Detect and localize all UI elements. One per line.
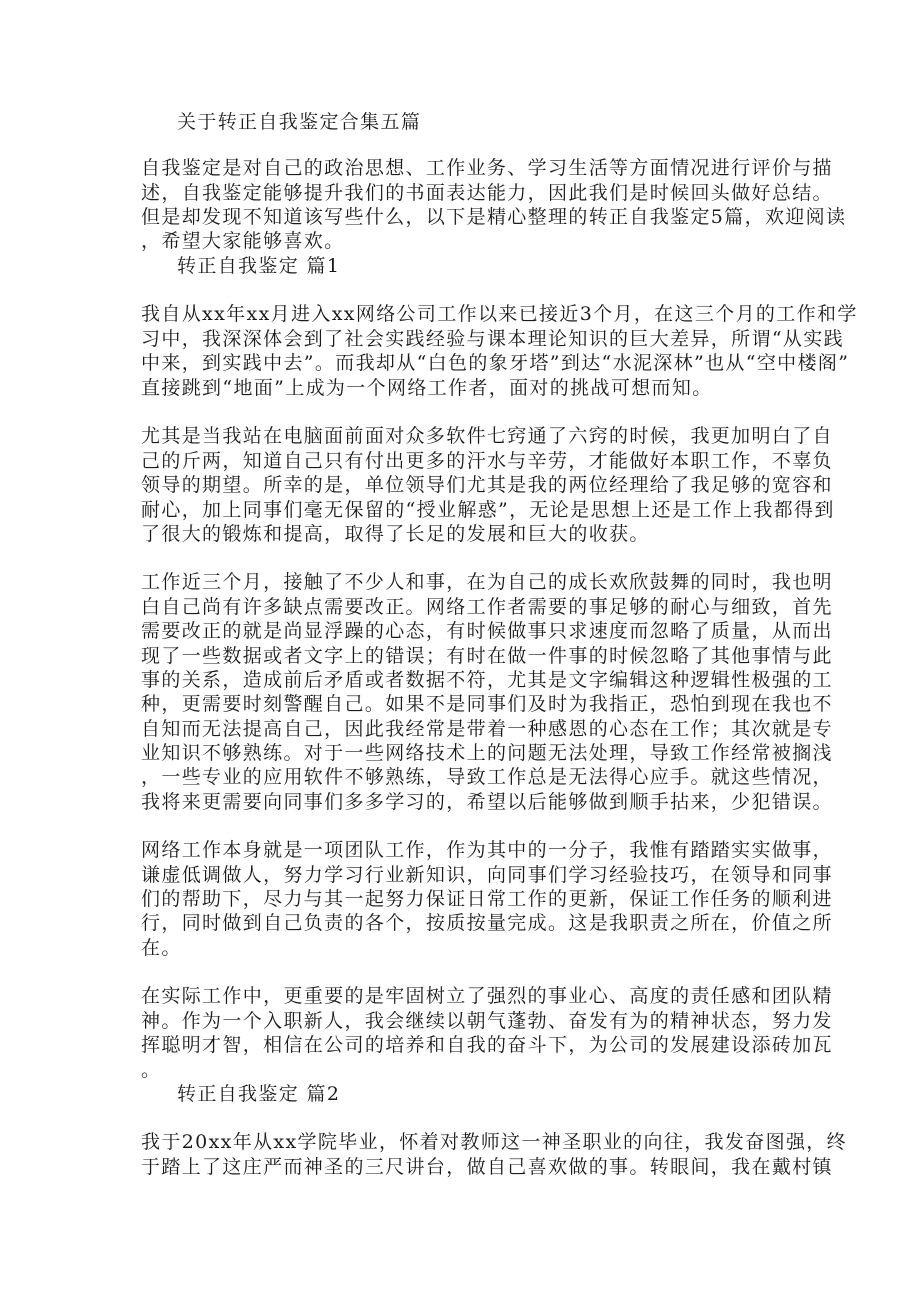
paragraph-line: 领导的期望。所幸的是，单位领导们尤其是我的两位经理给了我足够的宽容和 <box>141 474 833 496</box>
paragraph-line: 尤其是当我站在电脑面前面对众多软件七窍通了六窍的时候，我更加明白了自 <box>141 425 833 447</box>
paragraph-line: 于踏上了这庄严而神圣的三尺讲台，做自己喜欢做的事。转眼间，我在戴村镇 <box>141 1156 833 1178</box>
paragraph-line: 。 <box>141 1059 162 1081</box>
document-title: 关于转正自我鉴定合集五篇 <box>177 111 422 133</box>
paragraph-line: 挥聪明才智，相信在公司的培养和自我的奋斗下，为公司的发展建设添砖加瓦 <box>141 1034 833 1056</box>
paragraph-line: 白自己尚有许多缺点需要改正。网络工作者需要的事足够的耐心与细致，首先 <box>141 596 833 618</box>
paragraph-line: 习中，我深深体会到了社会实践经验与课本理论知识的巨大差异，所谓“从实践 <box>141 328 844 350</box>
paragraph-line: 事的关系，造成前后矛盾或者数据不符，尤其是文字编辑这种逻辑性极强的工 <box>141 669 833 691</box>
paragraph-line: 工作近三个月，接触了不少人和事，在为自己的成长欢欣鼓舞的同时，我也明 <box>141 571 833 593</box>
paragraph-line: 网络工作本身就是一项团队工作，作为其中的一分子，我惟有踏踏实实做事， <box>141 839 833 861</box>
paragraph-line: 己的斤两，知道自己只有付出更多的汗水与辛劳，才能做好本职工作，不辜负 <box>141 450 833 472</box>
paragraph-line: 自我鉴定是对自己的政治思想、工作业务、学习生活等方面情况进行评价与描 <box>141 157 833 179</box>
section-heading: 转正自我鉴定 篇1 <box>177 255 341 277</box>
paragraph-line: 我自从xx年xx月进入xx网络公司工作以来已接近3个月，在这三个月的工作和学 <box>141 303 858 325</box>
paragraph-line: 了很大的锻炼和提高，取得了长足的发展和巨大的收获。 <box>141 523 650 545</box>
paragraph-line: 但是却发现不知道该写些什么，以下是精心整理的转正自我鉴定5篇，欢迎阅读 <box>141 206 847 228</box>
paragraph-line: 神。作为一个入职新人，我会继续以朝气蓬勃、奋发有为的精神状态，努力发 <box>141 1010 833 1032</box>
paragraph-line: 直接跳到“地面”上成为一个网络工作者，面对的挑战可想而知。 <box>141 377 713 399</box>
paragraph-line: 在实际工作中，更重要的是牢固树立了强烈的事业心、高度的责任感和团队精 <box>141 985 833 1007</box>
paragraph-line: 们的帮助下，尽力与其一起努力保证日常工作的更新，保证工作任务的顺利进 <box>141 888 833 910</box>
paragraph-line: 自知而无法提高自己，因此我经常是带着一种感恩的心态在工作；其次就是专 <box>141 718 833 740</box>
paragraph-line: 行，同时做到自己负责的各个，按质按量完成。这是我职责之所在，价值之所 <box>141 912 833 934</box>
paragraph-line: 在。 <box>141 937 182 959</box>
section-heading: 转正自我鉴定 篇2 <box>177 1083 341 1105</box>
paragraph-line: 中来，到实践中去”。而我却从“白色的象牙塔”到达“水泥深林”也从“空中楼阁” <box>141 352 850 374</box>
paragraph-line: 需要改正的就是尚显浮躁的心态，有时候做事只求速度而忽略了质量，从而出 <box>141 620 833 642</box>
paragraph-line: 我将来更需要向同事们多多学习的，希望以后能够做到顺手拈来，少犯错误。 <box>141 791 833 813</box>
paragraph-line: 谦虚低调做人，努力学习行业新知识，向同事们学习经验技巧，在领导和同事 <box>141 864 833 886</box>
paragraph-line: 耐心，加上同事们毫无保留的“授业解惑”，无论是思想上还是工作上我都得到 <box>141 499 835 521</box>
paragraph-line: 种，更需要时刻警醒自己。如果不是同事们及时为我指正，恐怕到现在我也不 <box>141 693 833 715</box>
paragraph-line: 述，自我鉴定能够提升我们的书面表达能力，因此我们是时候回头做好总结。 <box>141 182 833 204</box>
paragraph-line: 我于20xx年从xx学院毕业，怀着对教师这一神圣职业的向往，我发奋图强，终 <box>141 1131 847 1153</box>
paragraph-line: ，一些专业的应用软件不够熟练，导致工作总是无法得心应手。就这些情况， <box>141 766 833 788</box>
paragraph-line: 业知识不够熟练。对于一些网络技术上的问题无法处理，导致工作经常被搁浅 <box>141 742 833 764</box>
paragraph-line: ，希望大家能够喜欢。 <box>141 230 345 252</box>
paragraph-line: 现了一些数据或者文字上的错误；有时在做一件事的时候忽略了其他事情与此 <box>141 645 833 667</box>
